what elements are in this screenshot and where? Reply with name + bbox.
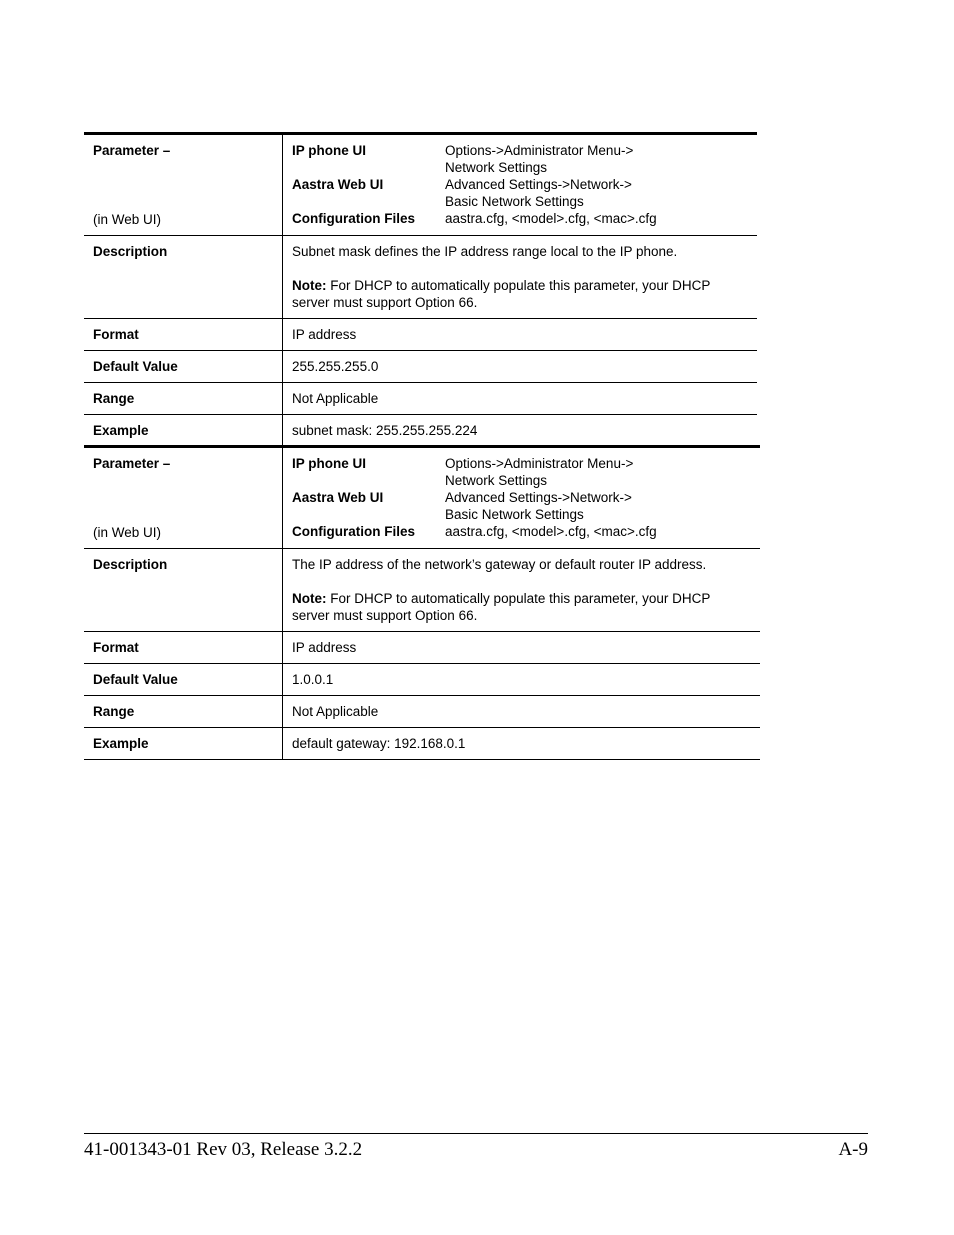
table-row-description (84, 236, 757, 319)
ui-label: Configuration Files (292, 211, 415, 226)
ui-row-ip-phone (292, 142, 748, 176)
table-row-example (84, 728, 760, 760)
ui-value-line: Advanced Settings->Network-> (445, 177, 632, 192)
format-value: IP address (283, 319, 758, 351)
parameter-label-cell (84, 447, 283, 549)
parameter-table-subnet-mask (84, 132, 757, 447)
parameter-ui-cell (283, 134, 758, 236)
page-footer (84, 1133, 868, 1160)
description-label: Description (84, 236, 283, 319)
ui-row-config-files (292, 523, 751, 540)
ui-value-line: Network Settings (445, 160, 548, 175)
default-label: Default Value (84, 351, 283, 383)
format-value: IP address (283, 632, 761, 664)
range-label: Range (84, 383, 283, 415)
note-text (292, 590, 751, 624)
range-label: Range (84, 696, 283, 728)
table-row-parameter (84, 447, 760, 549)
table-row-format (84, 319, 757, 351)
table-row-range (84, 383, 757, 415)
ui-value-line: Options->Administrator Menu-> (445, 456, 634, 471)
description-text: Subnet mask defines the IP address range local to the IP phone. (292, 244, 678, 259)
parameter-label: Parameter – (93, 456, 171, 471)
ui-value-line: aastra.cfg, <model>.cfg, <mac>.cfg (445, 211, 657, 226)
description-cell (283, 236, 758, 319)
ui-value-line: Basic Network Settings (445, 194, 584, 209)
example-label: Example (84, 728, 283, 760)
footer-doc-id: 41-001343-01 Rev 03, Release 3.2.2 (84, 1139, 363, 1160)
table-row-range (84, 696, 760, 728)
description-label: Description (84, 549, 283, 632)
ui-value-line: Options->Administrator Menu-> (445, 143, 634, 158)
ui-label: IP phone UI (292, 456, 367, 471)
note-body-2: server must support Option 66. (292, 295, 478, 310)
ui-row-ip-phone (292, 455, 751, 489)
ui-label: Aastra Web UI (292, 177, 384, 192)
example-value: subnet mask: 255.255.255.224 (283, 415, 758, 447)
example-value: default gateway: 192.168.0.1 (283, 728, 761, 760)
parameter-label-sub: (in Web UI) (93, 212, 162, 227)
note-body: For DHCP to automatically populate this parameter, your DHCP (326, 278, 711, 293)
parameter-label-sub: (in Web UI) (93, 525, 162, 540)
range-value: Not Applicable (283, 383, 758, 415)
format-label: Format (84, 632, 283, 664)
table-row-format (84, 632, 760, 664)
note-body: For DHCP to automatically populate this parameter, your DHCP (326, 591, 711, 606)
description-cell (283, 549, 761, 632)
ui-value-line: Basic Network Settings (445, 507, 584, 522)
ui-value-line: Network Settings (445, 473, 548, 488)
note-text (292, 277, 748, 311)
table-row-description (84, 549, 760, 632)
range-value: Not Applicable (283, 696, 761, 728)
parameter-table-default-gateway (84, 445, 760, 760)
parameter-label-cell (84, 134, 283, 236)
ui-row-config-files (292, 210, 748, 227)
parameter-label: Parameter – (93, 143, 171, 158)
ui-value-line: Advanced Settings->Network-> (445, 490, 632, 505)
format-label: Format (84, 319, 283, 351)
description-text: The IP address of the network’s gateway or default router IP address. (292, 557, 707, 572)
ui-value-line: aastra.cfg, <model>.cfg, <mac>.cfg (445, 524, 657, 539)
table-row-default (84, 664, 760, 696)
example-label: Example (84, 415, 283, 447)
table-row-parameter (84, 134, 757, 236)
parameter-ui-cell (283, 447, 761, 549)
ui-label: IP phone UI (292, 143, 367, 158)
default-value: 255.255.255.0 (283, 351, 758, 383)
default-label: Default Value (84, 664, 283, 696)
note-body-2: server must support Option 66. (292, 608, 478, 623)
ui-label: Configuration Files (292, 524, 415, 539)
default-value: 1.0.0.1 (283, 664, 761, 696)
note-label: Note: (292, 591, 327, 606)
ui-row-web-ui (292, 489, 751, 523)
table-row-example (84, 415, 757, 447)
ui-row-web-ui (292, 176, 748, 210)
ui-label: Aastra Web UI (292, 490, 384, 505)
note-label: Note: (292, 278, 327, 293)
table-row-default (84, 351, 757, 383)
footer-page-number: A-9 (838, 1139, 868, 1160)
